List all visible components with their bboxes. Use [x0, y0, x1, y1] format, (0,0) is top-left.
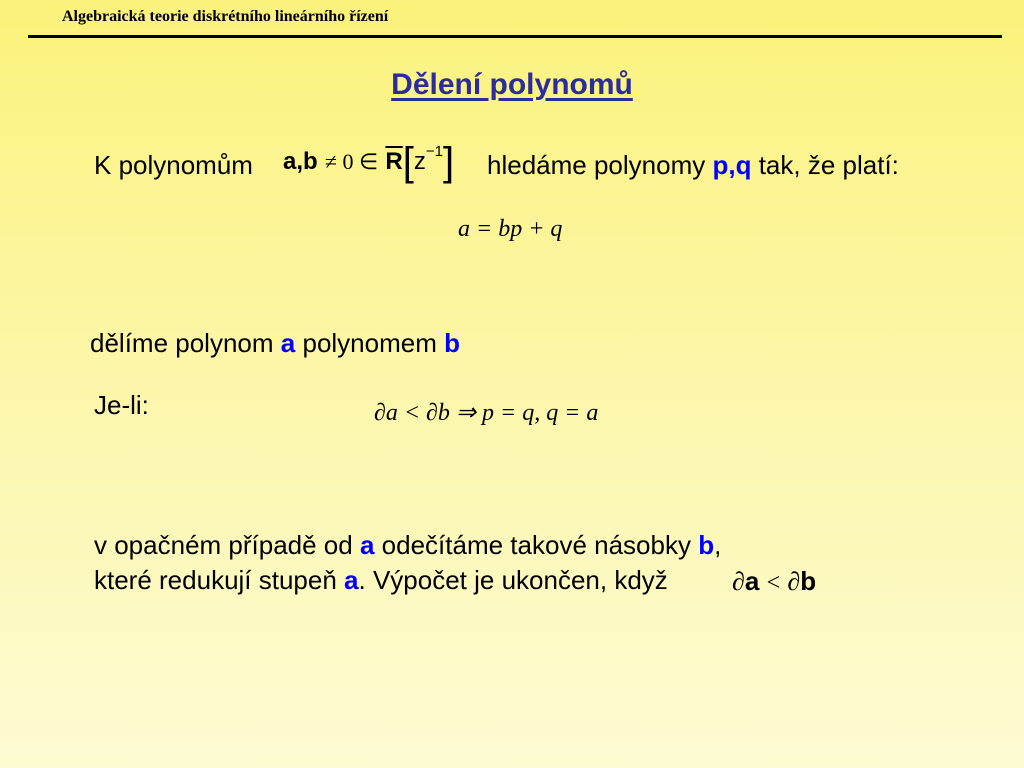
cond-b: b	[800, 566, 817, 596]
end-condition	[732, 566, 816, 597]
cond-partial-2: ∂	[787, 567, 801, 596]
header-divider	[28, 35, 1002, 38]
math-bracket-right: ]	[442, 140, 455, 184]
equation-division: a = bp + q	[458, 216, 563, 242]
cond-lt: <	[766, 570, 781, 596]
intro-math-expression	[283, 140, 455, 184]
math-z: z	[413, 148, 426, 175]
cond-partial-1: ∂	[732, 567, 745, 596]
intro-pq: p,q	[712, 150, 752, 180]
math-ab: a,b	[283, 148, 318, 175]
para-l2-a: a	[344, 565, 359, 595]
para-line-1	[94, 530, 721, 561]
para-l1-b: b	[698, 530, 715, 560]
intro-suffix-start: hledáme polynomy	[487, 150, 706, 180]
slide-title: Dělení polynomů	[391, 68, 633, 101]
header-title: Algebraická teorie diskrétního lineárního řízení	[62, 8, 389, 25]
math-exponent: −1	[425, 143, 443, 160]
divide-mid: polynomem	[302, 328, 437, 358]
intro-prefix: K polynomům	[94, 150, 253, 180]
math-r: $\overline{R}$	[385, 148, 403, 175]
para-l1-end: ,	[714, 530, 722, 560]
jeli-label: Je-li:	[94, 390, 149, 420]
cond-a: a	[744, 566, 760, 596]
equation-degree-condition: ∂a < ∂b ⇒ p = q, q = a	[374, 400, 599, 426]
math-ne0: ≠ 0 ∈	[324, 149, 379, 174]
para-l2-start: které redukují stupeň	[94, 565, 337, 595]
para-line-2	[94, 565, 668, 596]
intro-suffix	[487, 150, 899, 181]
para-l1-a: a	[359, 530, 375, 560]
para-l2-end: . Výpočet je ukončen, když	[358, 565, 668, 595]
divide-b: b	[444, 328, 461, 358]
para-l1-start: v opačném případě od	[94, 530, 353, 560]
math-bracket-left: [	[402, 140, 414, 184]
para-l1-mid: odečítáme takové násobky	[381, 530, 691, 560]
divide-a: a	[280, 328, 296, 358]
intro-suffix-end: tak, že platí:	[758, 150, 899, 180]
divide-start: dělíme polynom	[90, 328, 274, 358]
divide-line	[90, 328, 460, 359]
